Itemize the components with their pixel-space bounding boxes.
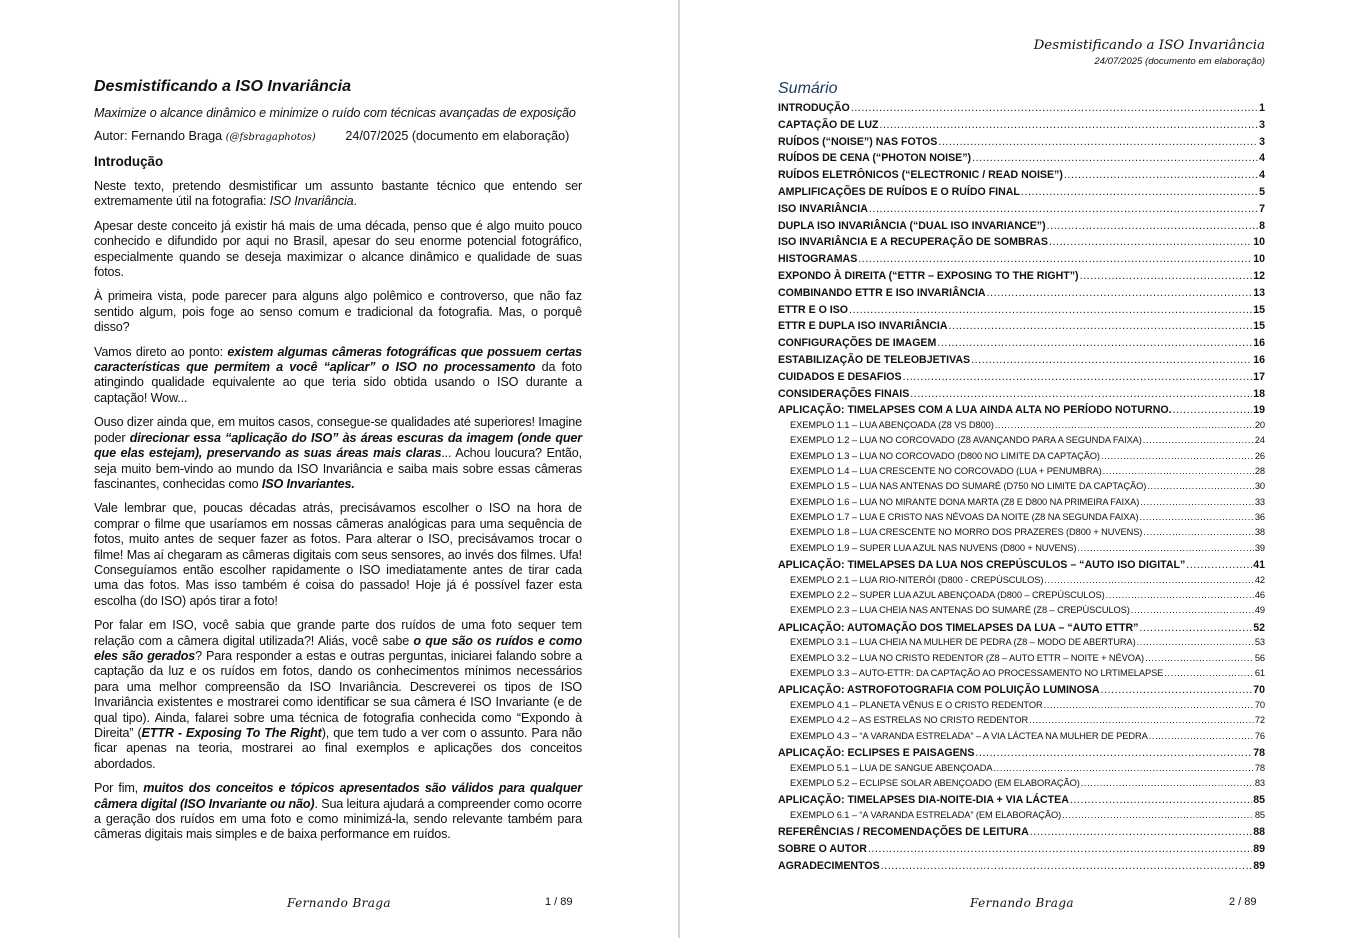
emphasis-text: ETTR - Exposing To The Right bbox=[141, 726, 322, 740]
toc-entry-label: APLICAÇÃO: ECLIPSES E PAISAGENS bbox=[778, 746, 975, 759]
toc-dot-leader bbox=[975, 747, 1252, 759]
toc-entry-page: 41 bbox=[1253, 558, 1265, 571]
toc-entry[interactable] bbox=[778, 303, 1265, 320]
toc-entry-page: 88 bbox=[1253, 826, 1265, 839]
toc-entry-label: EXEMPLO 6.1 – “A VARANDA ESTRELADA” (EM ELABORAÇÃO) bbox=[790, 810, 1062, 821]
paragraph-text: ), que tem tudo a ver com o assunto. Para não ficar apenas na teoria, mostrarei ao final exemplos e aplicações dos conceitos abordados. bbox=[94, 726, 583, 771]
toc-dot-leader bbox=[993, 763, 1253, 773]
toc-entry-page: 18 bbox=[1253, 387, 1265, 400]
toc-entry-label: RUÍDOS DE CENA (“PHOTON NOISE”) bbox=[778, 152, 972, 165]
toc-entry[interactable] bbox=[778, 202, 1265, 219]
toc-entry[interactable] bbox=[778, 168, 1265, 185]
toc-entry-page: 89 bbox=[1253, 859, 1265, 872]
toc-entry-label: APLICAÇÃO: ASTROFOTOGRAFIA COM POLUIÇÃO LUMINOSA bbox=[778, 684, 1100, 697]
toc-dot-leader bbox=[1149, 731, 1254, 741]
toc-entry[interactable] bbox=[778, 319, 1265, 336]
toc-dot-leader bbox=[1081, 778, 1254, 788]
toc-entry-label: CAPTAÇÃO DE LUZ bbox=[778, 118, 879, 131]
toc-entry[interactable] bbox=[778, 101, 1265, 118]
toc-dot-leader bbox=[995, 420, 1254, 430]
paragraph bbox=[94, 289, 582, 335]
toc-dot-leader bbox=[949, 320, 1253, 332]
author-line bbox=[94, 129, 582, 143]
footer-author: Fernando Braga bbox=[970, 896, 1074, 910]
toc-dot-leader bbox=[1044, 700, 1254, 710]
toc-subentry[interactable] bbox=[778, 763, 1265, 778]
toc-entry[interactable] bbox=[778, 746, 1265, 763]
toc-entry-page: 61 bbox=[1254, 667, 1265, 678]
toc-subentry[interactable] bbox=[778, 731, 1265, 746]
toc-entry-page: 17 bbox=[1253, 370, 1265, 383]
toc-dot-leader bbox=[1101, 684, 1253, 696]
paragraph-text: Apesar deste conceito já existir há mais de uma década, penso que é algo muito pouco conhecido e difundido por aqui no Brasil, apesar do seu enorme potencial fotográfico, especialmente quando se deseja maximizar o alcance dinâmico e qualidade de suas fotos. bbox=[94, 218, 582, 280]
toc-dot-leader bbox=[1173, 404, 1253, 416]
toc-entry-label: EXEMPLO 1.2 – LUA NO CORCOVADO (Z8 AVANÇANDO PARA A SEGUNDA FAIXA) bbox=[790, 435, 1142, 446]
toc-entry-label: ISO INVARIÂNCIA bbox=[778, 202, 868, 215]
toc-dot-leader bbox=[1186, 559, 1252, 571]
toc-entry-page: 10 bbox=[1253, 253, 1265, 266]
toc-entry[interactable] bbox=[778, 387, 1265, 404]
section-heading-introducao: Introdução bbox=[94, 154, 164, 169]
toc-entry-label: EXEMPLO 4.1 – PLANETA VÊNUS E O CRISTO REDENTOR bbox=[790, 699, 1043, 710]
toc-entry[interactable] bbox=[778, 185, 1265, 202]
toc-dot-leader bbox=[937, 337, 1252, 349]
toc-dot-leader bbox=[858, 253, 1252, 265]
toc-entry-label: EXEMPLO 1.3 – LUA NO CORCOVADO (D800 NO LIMITE DA CAPTAÇÃO) bbox=[790, 450, 1100, 461]
toc-entry-label: CONFIGURAÇÕES DE IMAGEM bbox=[778, 337, 937, 350]
toc-entry-page: 15 bbox=[1253, 320, 1265, 333]
toc-entry-label: REFERÊNCIAS / RECOMENDAÇÕES DE LEITURA bbox=[778, 826, 1029, 839]
intro-paragraphs bbox=[94, 179, 582, 843]
paragraph bbox=[94, 415, 582, 492]
toc-subentry[interactable] bbox=[778, 700, 1265, 715]
paragraph-text: Por fim, bbox=[94, 781, 144, 796]
emphasis-text: ISO Invariância bbox=[269, 194, 354, 209]
toc-subentry[interactable] bbox=[778, 420, 1265, 435]
toc-entry-label: EXEMPLO 5.1 – LUA DE SANGUE ABENÇOADA bbox=[790, 762, 993, 773]
toc-dot-leader bbox=[1030, 826, 1252, 838]
toc-entry-label: EXPONDO À DIREITA (“ETTR – EXPOSING TO THE RIGHT”) bbox=[778, 269, 1079, 282]
document-subtitle: Maximize o alcance dinâmico e minimize o ruído com técnicas avançadas de exposição bbox=[94, 106, 576, 120]
toc-entry[interactable] bbox=[778, 683, 1265, 700]
paragraph-text: Vale lembrar que, poucas décadas atrás, precisávamos escolher o ISO na hora de comprar o filme que usaríamos em nossas câmeras analógicas para uma sequência de fotos, muito antes de sequer fazer as fotos. Para alterar o ISO, precisávamos trocar o filme! Mas aí chegaram as câmeras digitais com seus sensores, ao invés dos filmes. Ufa! Conseguíamos então escolher rapidamente o ISO imediatamente antes de tirar cada uma das fotos. Mas isso também é coisa do passado! Hoje já é possível fazer esta escolha (do ISO) após tirar a foto! bbox=[94, 501, 582, 608]
toc-entry-label: DUPLA ISO INVARIÂNCIA (“DUAL ISO INVARIANCE”) bbox=[778, 219, 1046, 232]
toc-entry[interactable] bbox=[778, 235, 1265, 252]
toc-dot-leader bbox=[1101, 451, 1254, 461]
toc-dot-leader bbox=[972, 152, 1258, 164]
emphasis-text: o que são os ruídos e como eles são gerados bbox=[94, 633, 583, 663]
toc-dot-leader bbox=[1137, 637, 1254, 647]
toc-entry[interactable] bbox=[778, 859, 1265, 876]
author-name: Autor: Fernando Braga bbox=[94, 129, 223, 143]
toc-subentry[interactable] bbox=[778, 653, 1265, 668]
toc-dot-leader bbox=[1103, 466, 1254, 476]
toc-entry-label: EXEMPLO 1.5 – LUA NAS ANTENAS DO SUMARÉ (D750 NO LIMITE DA CAPTAÇÃO) bbox=[790, 481, 1147, 492]
toc-dot-leader bbox=[1139, 622, 1252, 634]
document-page-2 bbox=[680, 0, 1356, 938]
emphasis-text: ISO Invariantes. bbox=[261, 476, 355, 491]
toc-entry[interactable] bbox=[778, 252, 1265, 269]
toc-dot-leader bbox=[868, 843, 1252, 855]
toc-subentry[interactable] bbox=[778, 810, 1265, 825]
toc-entry-label: EXEMPLO 2.1 – LUA RIO-NITERÓI (D800 - CREPÚSCULOS) bbox=[790, 574, 1044, 585]
toc-entry-label: RUÍDOS ELETRÔNICOS (“ELECTRONIC / READ NOISE”) bbox=[778, 169, 1063, 182]
toc-entry-page: 16 bbox=[1253, 353, 1265, 366]
toc-subentry[interactable] bbox=[778, 466, 1265, 481]
toc-entry-page: 10 bbox=[1253, 236, 1265, 249]
toc-entry-label: RUÍDOS (“NOISE”) NAS FOTOS bbox=[778, 135, 938, 148]
toc-subentry[interactable] bbox=[778, 575, 1265, 590]
toc-entry-label: EXEMPLO 1.1 – LUA ABENÇOADA (Z8 VS D800) bbox=[790, 420, 994, 431]
toc-entry-label: HISTOGRAMAS bbox=[778, 253, 858, 266]
toc-entry-page: 70 bbox=[1254, 699, 1265, 710]
document-date: 24/07/2025 (documento em elaboração) bbox=[345, 129, 570, 143]
toc-entry[interactable] bbox=[778, 825, 1265, 842]
toc-dot-leader bbox=[1077, 543, 1254, 553]
toc-dot-leader bbox=[1070, 794, 1252, 806]
toc-entry-label: EXEMPLO 4.3 – “A VARANDA ESTRELADA” – A VIA LÁCTEA NA MULHER DE PEDRA bbox=[790, 730, 1148, 741]
toc-dot-leader bbox=[1145, 653, 1254, 663]
toc-entry-page: 15 bbox=[1253, 303, 1265, 316]
toc-entry[interactable] bbox=[778, 135, 1265, 152]
toc-title: Sumário bbox=[778, 80, 838, 97]
toc-dot-leader bbox=[1044, 575, 1254, 585]
toc-entry-page: 3 bbox=[1259, 135, 1265, 148]
toc-entry[interactable] bbox=[778, 842, 1265, 859]
toc-dot-leader bbox=[1021, 186, 1258, 198]
footer-page-number: 2 / 89 bbox=[1229, 896, 1257, 908]
toc-entry-label: CONSIDERAÇÕES FINAIS bbox=[778, 387, 910, 400]
toc-entry[interactable] bbox=[778, 336, 1265, 353]
toc-dot-leader bbox=[1049, 236, 1252, 248]
paragraph-text: ... Achou loucura? Então, seja muito bem-vindo ao mundo da ISO Invariância e saiba mais sobre essas câmeras fascinantes, conhecidas como bbox=[94, 446, 582, 491]
toc-entry-label: EXEMPLO 1.6 – LUA NO MIRANTE DONA MARTA (Z8 E D800 NA PRIMEIRA FAIXA) bbox=[790, 496, 1140, 507]
toc-entry-page: 24 bbox=[1254, 435, 1265, 446]
toc-entry-page: 16 bbox=[1253, 337, 1265, 350]
toc-entry-label: AMPLIFICAÇÕES DE RUÍDOS E O RUÍDO FINAL bbox=[778, 185, 1020, 198]
toc-entry-page: 78 bbox=[1254, 762, 1265, 773]
toc-entry-page: 28 bbox=[1254, 466, 1265, 477]
paragraph-text: Vamos direto ao ponto: bbox=[94, 344, 228, 359]
toc-entry-page: 5 bbox=[1259, 185, 1265, 198]
toc-dot-leader bbox=[1064, 169, 1258, 181]
toc-entry[interactable] bbox=[778, 370, 1265, 387]
paragraph-text: . bbox=[353, 194, 357, 209]
toc-entry[interactable] bbox=[778, 621, 1265, 638]
toc-entry-label: ETTR E DUPLA ISO INVARIÂNCIA bbox=[778, 320, 948, 333]
paragraph bbox=[94, 345, 582, 407]
toc-entry-label: EXEMPLO 3.3 – AUTO-ETTR: DA CAPTAÇÃO AO PROCESSAMENTO NO LRTIMELAPSE bbox=[790, 667, 1164, 678]
paragraph bbox=[94, 781, 582, 843]
toc-subentry[interactable] bbox=[778, 481, 1265, 496]
paragraph-text: Por falar em ISO, você sabia que grande parte dos ruídos de uma foto sequer tem relação com a câmera digital utilizada?! Aliás, você sabe bbox=[94, 618, 582, 648]
footer-author: Fernando Braga bbox=[287, 896, 391, 910]
toc-subentry[interactable] bbox=[778, 543, 1265, 558]
toc-entry-page: 33 bbox=[1254, 496, 1265, 507]
toc-entry[interactable] bbox=[778, 403, 1265, 420]
toc-entry-page: 83 bbox=[1254, 777, 1265, 788]
toc-entry-page: 13 bbox=[1253, 286, 1265, 299]
paragraph bbox=[94, 618, 582, 772]
toc-entry-page: 49 bbox=[1254, 605, 1265, 616]
toc-entry-page: 7 bbox=[1259, 202, 1265, 215]
toc-entry-label: EXEMPLO 1.4 – LUA CRESCENTE NO CORCOVADO (LUA + PENUMBRA) bbox=[790, 466, 1102, 477]
toc-entry[interactable] bbox=[778, 793, 1265, 810]
toc-dot-leader bbox=[1047, 220, 1258, 232]
toc-subentry[interactable] bbox=[778, 668, 1265, 683]
toc-dot-leader bbox=[881, 860, 1253, 872]
toc-dot-leader bbox=[869, 203, 1258, 215]
toc-entry-page: 85 bbox=[1254, 810, 1265, 821]
toc-dot-leader bbox=[1131, 605, 1254, 615]
toc-entry-label: CUIDADOS E DESAFIOS bbox=[778, 370, 902, 383]
toc-entry-page: 78 bbox=[1253, 746, 1265, 759]
toc-entry-label: APLICAÇÃO: TIMELAPSES DIA-NOITE-DIA + VIA LÁCTEA bbox=[778, 794, 1069, 807]
toc-dot-leader bbox=[938, 136, 1258, 148]
toc-entry-label: EXEMPLO 5.2 – ECLIPSE SOLAR ABENÇOADO (EM ELABORAÇÃO) bbox=[790, 777, 1080, 788]
toc-entry-page: 53 bbox=[1254, 637, 1265, 648]
toc-entry-page: 1 bbox=[1259, 102, 1265, 114]
toc-dot-leader bbox=[1106, 590, 1254, 600]
toc-entry-page: 70 bbox=[1253, 684, 1265, 697]
toc-entry-label: INTRODUÇÃO bbox=[778, 102, 850, 114]
toc-subentry[interactable] bbox=[778, 605, 1265, 620]
toc-entry[interactable] bbox=[778, 286, 1265, 303]
toc-subentry[interactable] bbox=[778, 451, 1265, 466]
paragraph bbox=[94, 219, 582, 281]
toc-entry-page: 4 bbox=[1259, 152, 1265, 165]
toc-dot-leader bbox=[1080, 270, 1253, 282]
toc-entry-page: 19 bbox=[1253, 404, 1265, 417]
toc-entry-label: ISO INVARIÂNCIA E A RECUPERAÇÃO DE SOMBRAS bbox=[778, 236, 1048, 249]
toc-subentry[interactable] bbox=[778, 715, 1265, 730]
running-header-title: Desmistificando a ISO Invariância bbox=[1033, 38, 1265, 53]
toc-entry-page: 85 bbox=[1253, 794, 1265, 807]
footer-page-number: 1 / 89 bbox=[545, 896, 573, 908]
emphasis-text: existem algumas câmeras fotográficas que possuem certas características que permitem a você “aplicar” o ISO no processamento bbox=[94, 344, 582, 375]
toc-entry-label: ETTR E O ISO bbox=[778, 303, 849, 316]
toc-entry[interactable] bbox=[778, 353, 1265, 370]
document-title: Desmistificando a ISO Invariância bbox=[94, 78, 351, 95]
toc-entry-label: EXEMPLO 1.8 – LUA CRESCENTE NO MORRO DOS PRAZERES (D800 + NUVENS) bbox=[790, 527, 1143, 538]
toc-entry-label: EXEMPLO 3.1 – LUA CHEIA NA MULHER DE PEDRA (Z8 – MODO DE ABERTURA) bbox=[790, 637, 1136, 648]
toc-entry-page: 26 bbox=[1254, 450, 1265, 461]
toc-dot-leader bbox=[1140, 497, 1254, 507]
toc-entry-page: 8 bbox=[1259, 219, 1265, 232]
toc-entry[interactable] bbox=[778, 558, 1265, 575]
paragraph-text: . Sua leitura ajudará a compreender como ocorre a geração dos ruídos em uma foto e como minimizá-la, sendo relevante também para câmeras digitais mais simples e de baixa performance em ruídos. bbox=[94, 796, 582, 842]
toc-dot-leader bbox=[1029, 715, 1254, 725]
toc-entry-label: EXEMPLO 1.9 – SUPER LUA AZUL NAS NUVENS (D800 + NUVENS) bbox=[790, 542, 1077, 553]
toc-subentry[interactable] bbox=[778, 497, 1265, 512]
toc-entry-label: APLICAÇÃO: AUTOMAÇÃO DOS TIMELAPSES DA LUA – “AUTO ETTR” bbox=[778, 621, 1139, 634]
emphasis-text: direcionar essa “aplicação do ISO” às áreas escuras da imagem (onde quer que elas estejam), preservando as suas áreas mais claras bbox=[94, 430, 583, 461]
toc-entry-label: COMBINANDO ETTR E ISO INVARIÂNCIA bbox=[778, 286, 986, 299]
toc-entry-label: ESTABILIZAÇÃO DE TELEOBJETIVAS bbox=[778, 353, 971, 366]
paragraph-text: À primeira vista, pode parecer para alguns algo polêmico e controverso, que não faz sentido algum, pois foge ao senso comum e tradicional da fotografia. Mas, o porquê disso? bbox=[94, 289, 582, 335]
toc-dot-leader bbox=[910, 388, 1252, 400]
running-header-date: 24/07/2025 (documento em elaboração) bbox=[1094, 56, 1265, 67]
toc-entry[interactable] bbox=[778, 118, 1265, 135]
table-of-contents bbox=[778, 101, 1265, 876]
toc-entry-page: 12 bbox=[1253, 269, 1265, 282]
toc-dot-leader bbox=[1143, 435, 1254, 445]
toc-entry-page: 76 bbox=[1254, 730, 1265, 741]
toc-subentry[interactable] bbox=[778, 778, 1265, 793]
toc-dot-leader bbox=[1062, 810, 1254, 820]
toc-entry-page: 52 bbox=[1253, 621, 1265, 634]
toc-entry-page: 4 bbox=[1259, 169, 1265, 182]
toc-dot-leader bbox=[971, 354, 1252, 366]
toc-entry-page: 30 bbox=[1254, 481, 1265, 492]
toc-subentry[interactable] bbox=[778, 637, 1265, 652]
paragraph-text: da foto atingindo qualidade equivalente ao que teria sido obtida usando o ISO durante a captação! Wow... bbox=[94, 360, 582, 405]
toc-entry-page: 39 bbox=[1254, 542, 1265, 553]
toc-entry-label: APLICAÇÃO: TIMELAPSES COM A LUA AINDA ALTA NO PERÍODO NOTURNO. bbox=[778, 404, 1172, 417]
toc-entry-label: SOBRE O AUTOR bbox=[778, 843, 867, 856]
toc-dot-leader bbox=[1143, 527, 1254, 537]
toc-dot-leader bbox=[1147, 481, 1254, 491]
toc-entry-label: APLICAÇÃO: TIMELAPSES DA LUA NOS CREPÚSCULOS – “AUTO ISO DIGITAL” bbox=[778, 558, 1186, 571]
toc-entry-label: EXEMPLO 1.7 – LUA E CRISTO NAS NÉVOAS DA NOITE (Z8 NA SEGUNDA FAIXA) bbox=[790, 511, 1139, 522]
toc-subentry[interactable] bbox=[778, 590, 1265, 605]
toc-entry-label: EXEMPLO 2.3 – LUA CHEIA NAS ANTENAS DO SUMARÉ (Z8 – CREPÚSCULOS) bbox=[790, 605, 1130, 616]
paragraph-text: Ouso dizer ainda que, em muitos casos, consegue-se qualidades até superiores! Imagine poder bbox=[94, 415, 582, 445]
paragraph-text: Neste texto, pretendo desmistificar um assunto bastante técnico que entendo ser extremamente útil na fotografia: bbox=[94, 179, 582, 209]
toc-dot-leader bbox=[987, 287, 1253, 299]
emphasis-text: muitos dos conceitos e tópicos apresentados são válidos para qualquer câmera digital (ISO Invariante ou não) bbox=[94, 781, 582, 811]
author-handle: (@fsbragaphotos) bbox=[225, 132, 316, 143]
toc-entry-page: 36 bbox=[1254, 511, 1265, 522]
toc-dot-leader bbox=[851, 102, 1258, 114]
toc-dot-leader bbox=[1139, 512, 1253, 522]
toc-entry-page: 56 bbox=[1254, 652, 1265, 663]
toc-entry-page: 20 bbox=[1254, 420, 1265, 431]
toc-dot-leader bbox=[903, 371, 1253, 383]
toc-dot-leader bbox=[849, 304, 1252, 316]
toc-entry-label: AGRADECIMENTOS bbox=[778, 859, 880, 872]
paragraph bbox=[94, 179, 582, 210]
paragraph-text: ? Para responder a estas e outras perguntas, iniciarei falando sobre a captação da luz e os ruídos em fotos, dando os conhecimentos mínimos necessários para uma melhor compreensão da ISO Invariância. Descreverei os tipos de ISO Invariância existentes e mostrarei como identificar se sua câmera é ISO Invariante (e de qual tipo). Ainda, falarei sobre uma técnica de fotografia conhecida como “Expondo à Direita” ( bbox=[94, 648, 582, 740]
toc-entry-page: 42 bbox=[1254, 574, 1265, 585]
toc-entry[interactable] bbox=[778, 151, 1265, 168]
page-1-body bbox=[94, 78, 582, 852]
toc-subentry[interactable] bbox=[778, 435, 1265, 450]
toc-subentry[interactable] bbox=[778, 527, 1265, 542]
paragraph bbox=[94, 501, 582, 609]
toc-dot-leader bbox=[879, 119, 1258, 131]
toc-entry-page: 46 bbox=[1254, 589, 1265, 600]
toc-entry-page: 89 bbox=[1253, 843, 1265, 856]
toc-dot-leader bbox=[1164, 668, 1254, 678]
toc-entry-label: EXEMPLO 2.2 – SUPER LUA AZUL ABENÇOADA (D800 – CREPÚSCULOS) bbox=[790, 589, 1105, 600]
toc-entry[interactable] bbox=[778, 269, 1265, 286]
toc-entry[interactable] bbox=[778, 219, 1265, 236]
toc-subentry[interactable] bbox=[778, 512, 1265, 527]
toc-entry-page: 3 bbox=[1259, 118, 1265, 131]
toc-entry-label: EXEMPLO 3.2 – LUA NO CRISTO REDENTOR (Z8 – AUTO ETTR – NOITE + NÉVOA) bbox=[790, 652, 1144, 663]
toc-entry-page: 72 bbox=[1254, 715, 1265, 726]
toc-entry-page: 38 bbox=[1254, 527, 1265, 538]
toc-entry-label: EXEMPLO 4.2 – AS ESTRELAS NO CRISTO REDENTOR bbox=[790, 715, 1029, 726]
